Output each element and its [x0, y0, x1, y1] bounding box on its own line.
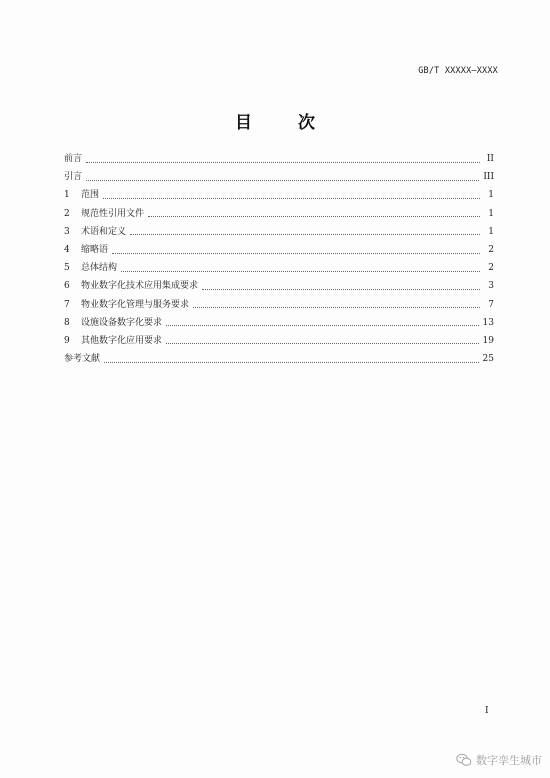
toc-entry-title: 设施设备数字化要求	[81, 317, 163, 328]
toc-entry-management-service[interactable]	[64, 297, 494, 315]
toc-entry-page: 2	[488, 263, 494, 274]
toc-entry-title: 术语和定义	[81, 226, 127, 237]
dot-leader	[148, 216, 480, 217]
dot-leader	[193, 307, 480, 308]
toc-entry-page: 1	[488, 190, 494, 201]
toc-entry-normative-references[interactable]	[64, 206, 494, 224]
dot-leader	[130, 234, 480, 235]
toc-entry-terms-definitions[interactable]	[64, 224, 494, 242]
standard-code: GB/T XXXXX—XXXX	[418, 66, 498, 76]
dot-leader	[202, 289, 480, 290]
toc-entry-facility-equipment[interactable]	[64, 315, 494, 333]
toc-entry-technology-integration[interactable]	[64, 278, 494, 296]
toc-entry-page: 1	[488, 208, 494, 219]
page-title: 目 次	[235, 113, 335, 133]
toc-entry-page: 3	[488, 281, 494, 292]
toc-entry-title: 范围	[81, 190, 100, 201]
toc-entry-number: 8	[64, 317, 70, 328]
toc-entry-scope[interactable]	[64, 187, 494, 205]
watermark-text: 数字孪生城市	[476, 754, 542, 767]
toc-entry-title: 物业数字化技术应用集成要求	[81, 281, 199, 292]
toc-entry-page: 25	[482, 354, 494, 365]
toc-entry-page: 19	[482, 335, 494, 346]
toc-entry-page: II	[486, 154, 494, 164]
page-number: I	[485, 706, 489, 716]
watermark	[456, 752, 542, 768]
toc-entry-number: 7	[64, 299, 70, 310]
toc-entry-other-applications[interactable]	[64, 333, 494, 351]
toc-entry-title: 其他数字化应用要求	[81, 335, 163, 346]
toc-entry-number: 9	[64, 335, 70, 346]
toc-entry-number: 2	[64, 208, 70, 219]
toc-entry-number: 4	[64, 244, 70, 255]
dot-leader	[166, 343, 479, 344]
toc-entry-title: 总体结构	[81, 263, 118, 274]
toc-entry-page: III	[483, 172, 494, 183]
toc-entry-title: 物业数字化管理与服务要求	[81, 299, 190, 310]
toc-entry-number: 5	[64, 263, 70, 274]
toc-entry-page: 1	[488, 226, 494, 237]
toc-entry-introduction[interactable]	[64, 169, 494, 187]
dot-leader	[166, 325, 479, 326]
toc-entry-abbreviations[interactable]	[64, 242, 494, 260]
dot-leader	[86, 180, 479, 181]
toc-entry-title: 缩略语	[81, 244, 109, 255]
toc-entry-number: 6	[64, 281, 70, 292]
toc-entry-number: 1	[64, 190, 70, 201]
toc-entry-title: 引言	[64, 172, 83, 183]
dot-leader	[86, 162, 480, 163]
toc-entry-title: 前言	[64, 154, 83, 164]
toc-entry-page: 7	[488, 299, 494, 310]
dot-leader	[103, 198, 480, 199]
wechat-icon	[456, 753, 472, 767]
toc-entry-page: 13	[482, 317, 494, 328]
dot-leader	[121, 271, 480, 272]
toc-entry-foreword[interactable]	[64, 151, 494, 169]
toc-entry-title: 参考文献	[64, 354, 101, 365]
toc-entry-page: 2	[488, 244, 494, 255]
table-of-contents	[64, 151, 494, 369]
toc-entry-number: 3	[64, 226, 70, 237]
toc-entry-title: 规范性引用文件	[81, 208, 145, 219]
dot-leader	[112, 253, 480, 254]
toc-entry-bibliography[interactable]	[64, 351, 494, 369]
dot-leader	[104, 362, 479, 363]
toc-entry-overall-structure[interactable]	[64, 260, 494, 278]
